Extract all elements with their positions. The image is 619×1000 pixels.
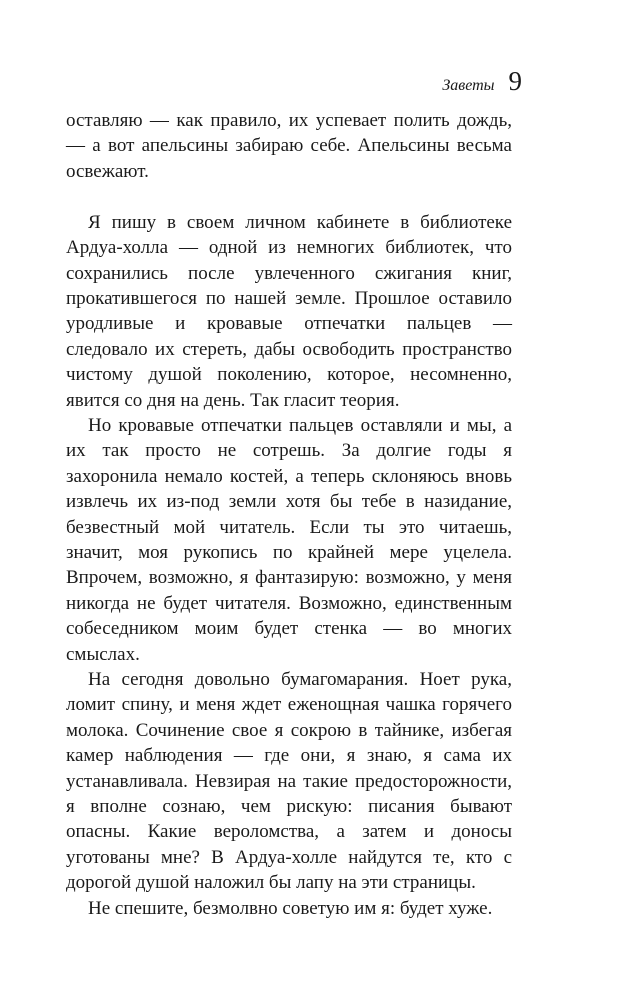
paragraph: Не спешите, безмолвно советую им я: будет хуже. xyxy=(88,897,493,919)
paragraph: Но кровавые отпечатки пальцев оставляли и мы, а их так просто не сотрешь. За долгие годы я захоронила немало костей, а теперь склоняюсь вновь извлечь их из-под земли хотя бы тебе в назидание, безвестный мой читатель. Если ты это читаешь, значит, моя рукопись по крайней мере уцелела. Впрочем, возможно, я фантазирую: возможно, у меня никогда не будет читателя. Возможно, единственным собеседником моим будет стенка — во многих смыслах. xyxy=(66,414,512,665)
page-number: 9 xyxy=(508,66,522,96)
paragraph: оставляю — как правило, их успевает полить дождь, — а вот апельсины забираю себе. Апельсины весьма освежают. xyxy=(66,110,512,182)
paragraph: На сегодня довольно бумагомарания. Ноет рука, ломит спину, и меня ждет еженощная чашка горячего молока. Сочинение свое я сокрою в тайнике, избегая камер наблюдения — где они, я знаю, я сама их устанавливала. Невзирая на такие предосторожности, я вполне сознаю, чем рискую: писания бывают опасны. Какие вероломства, а затем и доносы уготованы мне? В Ардуа-холле найдутся те, кто с дорогой душой наложил бы лапу на эти страницы. xyxy=(66,669,512,894)
running-title: Заветы xyxy=(442,77,495,94)
body-text xyxy=(66,108,512,921)
paragraph: Я пишу в своем личном кабинете в библиотеке Ардуа-холла — одной из немногих библиотек, что сохранились после увлеченного сжигания книг, прокатившегося по нашей земле. Прошлое оставило уродливые и кровавые отпечатки пальцев — следовало их стереть, дабы освободить пространство чистому душой поколению, которое, несомненно, явится со дня на день. Так гласит теория. xyxy=(66,211,512,411)
running-head xyxy=(442,66,522,97)
